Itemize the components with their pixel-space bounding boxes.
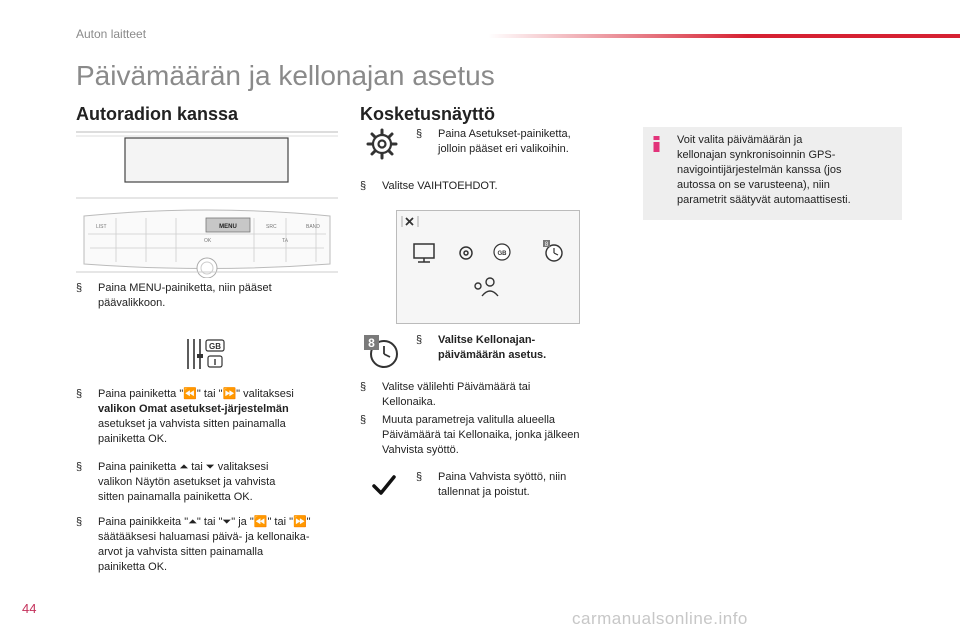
step-line: Paina Asetukset-painiketta,	[438, 128, 571, 140]
page-number: 44	[22, 601, 37, 616]
step-line: Valitse välilehti Päivämäärä tai	[382, 381, 531, 393]
panel-label-menu: MENU	[219, 224, 237, 230]
step-line: valikon Omat asetukset-järjestelmän	[98, 403, 289, 415]
middle-step-5	[360, 413, 630, 459]
panel-label-list: LIST	[96, 224, 107, 230]
info-icon	[652, 136, 661, 152]
panel-label-src: SRC	[266, 224, 277, 230]
clock-settings-icon	[363, 334, 401, 370]
info-line: Voit valita päivämäärän ja	[677, 134, 803, 146]
step-line: Valitse Kellonajan-	[438, 334, 536, 346]
left-heading: Autoradion kanssa	[76, 104, 239, 124]
info-line: parametrit säätyvät automaattisesti.	[677, 194, 851, 206]
left-step-2	[76, 387, 338, 449]
setup-sliders-icon	[184, 336, 226, 372]
middle-step-2	[360, 179, 620, 194]
step-line: Paina Vahvista syöttö, niin	[438, 471, 567, 483]
middle-step-1	[416, 127, 616, 157]
step-line: painiketta OK.	[98, 561, 168, 573]
middle-step-6	[416, 470, 616, 500]
language-icon	[494, 244, 510, 260]
setup-icon-label: GB	[209, 342, 221, 351]
bullet-marker: §	[76, 282, 83, 294]
step-line: sitten painamalla painiketta OK.	[98, 491, 253, 503]
page-title: Päivämäärän ja kellonajan asetus	[76, 60, 495, 91]
middle-step-4	[360, 380, 620, 410]
language-icon-label: GB	[497, 251, 507, 257]
settings-gear-icon	[366, 128, 398, 160]
step-line: säätääksesi haluamasi päivä- ja kellonaika-	[98, 531, 310, 543]
step-line: päävalikkoon.	[98, 297, 166, 309]
clock-icon-label: 8	[544, 242, 549, 248]
step-line: tallennat ja poistut.	[438, 486, 530, 498]
step-line: Vahvista syöttö.	[382, 444, 459, 456]
step-line: Paina painikkeita "⏶" tai "⏷" ja "⏪" tai "⏩"	[98, 516, 311, 528]
radio-display	[125, 138, 288, 182]
bullet-marker: §	[76, 461, 83, 473]
middle-step-3	[416, 333, 616, 363]
panel-label-ta: TA	[282, 238, 289, 244]
bullet-marker: §	[76, 388, 83, 400]
step-line: valikon Näytön asetukset ja vahvista	[98, 476, 276, 488]
step-line: Paina painiketta "⏪" tai "⏩" valitaksesi	[98, 388, 294, 400]
bullet-marker: §	[360, 381, 367, 393]
panel-label-ok: OK	[204, 238, 212, 244]
touchscreen-options-illustration	[396, 210, 580, 324]
step-line: Muuta parametreja valitulla alueella	[382, 414, 556, 426]
step-line: arvot ja vahvista sitten painamalla	[98, 546, 264, 558]
step-line: Paina MENU-painiketta, niin pääset	[98, 282, 272, 294]
panel-label-band: BAND	[306, 224, 320, 230]
section-label: Auton laitteet	[76, 27, 147, 41]
watermark: carmanualsonline.info	[572, 609, 748, 628]
step-line: Valitse VAIHTOEHDOT.	[382, 180, 498, 192]
left-step-1	[76, 281, 338, 311]
bullet-marker: §	[360, 414, 367, 426]
step-line: Kellonaika.	[382, 396, 436, 408]
clock-badge-number: 8	[368, 336, 375, 350]
step-line: asetukset ja vahvista sitten painamalla	[98, 418, 286, 430]
step-line: painiketta OK.	[98, 433, 168, 445]
step-line: Päivämäärä tai Kellonaika, jonka jälkeen	[382, 429, 580, 441]
info-line: autossa on se varusteena), niin	[677, 179, 830, 191]
bullet-marker: §	[416, 471, 423, 483]
step-line: jolloin pääset eri valikoihin.	[438, 143, 569, 155]
bullet-marker: §	[360, 180, 367, 192]
info-text	[677, 133, 893, 208]
left-step-3	[76, 460, 338, 506]
middle-heading: Kosketusnäyttö	[360, 104, 496, 124]
info-line: kellonajan synkronisoinnin GPS-	[677, 149, 836, 161]
bullet-marker: §	[416, 334, 423, 346]
header-accent-bar	[488, 34, 960, 38]
bullet-marker: §	[416, 128, 423, 140]
bullet-marker: §	[76, 516, 83, 528]
info-line: navigointijärjestelmän kanssa (jos	[677, 164, 842, 176]
confirm-check-icon	[372, 474, 396, 496]
left-step-4	[76, 515, 346, 577]
step-line: Paina painiketta ⏶ tai ⏷ valitaksesi	[98, 461, 269, 473]
step-line: päivämäärän asetus.	[438, 349, 547, 361]
radio-panel-illustration	[76, 128, 338, 278]
